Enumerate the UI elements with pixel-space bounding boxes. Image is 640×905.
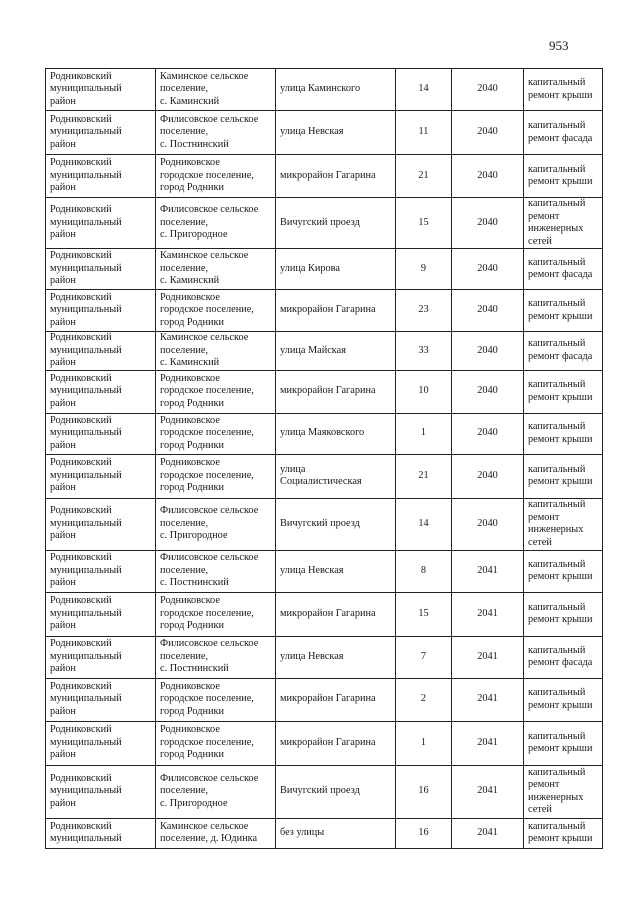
district-cell xyxy=(46,454,156,498)
district-line: район xyxy=(50,797,76,809)
work-type-cell xyxy=(524,370,603,413)
table-body xyxy=(46,69,603,849)
street-line: улица Невская xyxy=(280,650,344,662)
street-cell xyxy=(276,111,396,155)
district-line: муниципальный xyxy=(50,785,122,797)
work-type-line: капитальный xyxy=(528,256,586,268)
settlement-line: Родниковское xyxy=(160,372,220,384)
settlement-line: Филисовское сельское xyxy=(160,772,259,784)
district-line: Родниковский xyxy=(50,820,112,832)
district-cell xyxy=(46,592,156,636)
work-type-cell xyxy=(524,592,603,636)
district-cell xyxy=(46,678,156,721)
district-line: район xyxy=(50,577,76,589)
work-type-line: капитальный xyxy=(528,766,586,778)
street-line: микрорайон Гагарина xyxy=(280,736,376,748)
settlement-line: с. Постнинский xyxy=(160,663,229,675)
settlement-line: город Родники xyxy=(160,439,225,451)
street-line: микрорайон Гагарина xyxy=(280,693,376,705)
table-row xyxy=(46,332,603,371)
settlement-cell xyxy=(156,550,276,592)
work-type-line: инженерных xyxy=(528,223,584,234)
settlement-cell xyxy=(156,111,276,155)
work-type-cell xyxy=(524,290,603,332)
house-number-cell: 10 xyxy=(396,370,452,413)
district-line: Родниковский xyxy=(50,332,112,343)
district-line: муниципальный xyxy=(50,736,122,748)
work-type-line: капитальный xyxy=(528,820,586,832)
street-cell xyxy=(276,550,396,592)
district-line: муниципальный xyxy=(50,344,122,356)
table-row xyxy=(46,370,603,413)
district-line: район xyxy=(50,182,76,194)
district-line: муниципальный xyxy=(50,427,122,439)
settlement-line: городское поселение, xyxy=(160,385,254,397)
settlement-cell xyxy=(156,332,276,371)
district-line: район xyxy=(50,749,76,761)
settlement-line: с. Каминский xyxy=(160,357,220,368)
settlement-cell xyxy=(156,413,276,454)
work-type-line: сетей xyxy=(528,536,552,548)
settlement-line: Родниковское xyxy=(160,414,220,426)
district-line: район xyxy=(50,95,76,107)
house-number-cell: 21 xyxy=(396,155,452,198)
street-cell xyxy=(276,592,396,636)
work-type-line: капитальный xyxy=(528,298,586,309)
district-cell xyxy=(46,290,156,332)
settlement-cell xyxy=(156,498,276,550)
work-type-line: ремонт крыши xyxy=(528,614,593,625)
district-line: муниципальный xyxy=(50,385,122,397)
street-cell xyxy=(276,249,396,290)
settlement-cell xyxy=(156,198,276,249)
settlement-cell xyxy=(156,765,276,818)
settlement-cell xyxy=(156,818,276,848)
year-cell: 2041 xyxy=(452,721,524,765)
house-number-cell: 9 xyxy=(396,249,452,290)
settlement-line: город Родники xyxy=(160,397,225,409)
street-line: улица Невская xyxy=(280,126,344,138)
work-type-line: ремонт крыши xyxy=(528,391,593,403)
street-line: без улицы xyxy=(280,826,325,838)
work-type-line: ремонт xyxy=(528,210,560,222)
district-line: Родниковский xyxy=(50,157,112,169)
work-type-cell xyxy=(524,765,603,818)
work-type-cell xyxy=(524,413,603,454)
table-row xyxy=(46,290,603,332)
table-row xyxy=(46,69,603,111)
settlement-line: Каминское сельское xyxy=(160,332,249,343)
district-cell xyxy=(46,111,156,155)
street-line: Социалистическая xyxy=(280,476,362,487)
settlement-cell xyxy=(156,636,276,678)
year-cell: 2040 xyxy=(452,332,524,371)
work-type-line: ремонт крыши xyxy=(528,89,593,101)
settlement-line: город Родники xyxy=(160,705,225,717)
district-line: муниципальный xyxy=(50,650,122,662)
settlement-line: Родниковское xyxy=(160,595,220,607)
table-row xyxy=(46,721,603,765)
street-line: улица Майская xyxy=(280,344,346,356)
street-line: улица Невская xyxy=(280,564,344,576)
settlement-line: Родниковское xyxy=(160,724,220,736)
house-number-cell: 2 xyxy=(396,678,452,721)
work-type-line: сетей xyxy=(528,804,552,815)
work-type-line: капитальный xyxy=(528,379,586,390)
year-cell: 2041 xyxy=(452,636,524,678)
settlement-line: город Родники xyxy=(160,482,225,494)
street-line: микрорайон Гагарина xyxy=(280,385,376,397)
work-type-line: капитальный xyxy=(528,730,586,742)
settlement-line: с. Пригородное xyxy=(160,229,228,241)
settlement-cell xyxy=(156,721,276,765)
table-row xyxy=(46,636,603,678)
street-line: микрорайон Гагарина xyxy=(280,169,376,181)
settlement-line: с. Каминский xyxy=(160,95,220,107)
settlement-cell xyxy=(156,155,276,198)
settlement-line: поселение, д. Юдинка xyxy=(160,833,258,844)
work-type-line: ремонт фасада xyxy=(528,269,593,280)
street-cell xyxy=(276,498,396,550)
settlement-line: город Родники xyxy=(160,182,225,194)
street-cell xyxy=(276,290,396,332)
district-line: район xyxy=(50,439,76,451)
settlement-cell xyxy=(156,290,276,332)
table-row xyxy=(46,198,603,249)
district-cell xyxy=(46,69,156,111)
district-line: Родниковский xyxy=(50,552,112,564)
street-cell xyxy=(276,454,396,498)
settlement-cell xyxy=(156,249,276,290)
district-line: Родниковский xyxy=(50,595,112,607)
settlement-line: поселение, xyxy=(160,517,209,529)
year-cell: 2040 xyxy=(452,69,524,111)
work-type-line: капитальный xyxy=(528,198,586,209)
street-line: улица Маяковского xyxy=(280,427,365,439)
year-cell: 2040 xyxy=(452,498,524,550)
street-line: Вичугский проезд xyxy=(280,517,360,529)
house-number-cell: 7 xyxy=(396,636,452,678)
settlement-line: поселение, xyxy=(160,126,209,138)
settlement-line: Родниковское xyxy=(160,457,220,469)
district-cell xyxy=(46,818,156,848)
district-cell xyxy=(46,155,156,198)
work-type-line: капитальный xyxy=(528,421,586,432)
settlement-line: городское поселение, xyxy=(160,304,254,316)
district-line: район xyxy=(50,316,76,328)
work-type-cell xyxy=(524,550,603,592)
work-type-line: капитальный xyxy=(528,163,586,175)
work-type-cell xyxy=(524,332,603,371)
settlement-line: город Родники xyxy=(160,749,225,761)
street-cell xyxy=(276,69,396,111)
house-number-cell: 1 xyxy=(396,413,452,454)
settlement-line: поселение, xyxy=(160,216,209,228)
work-type-cell xyxy=(524,69,603,111)
settlement-line: городское поселение, xyxy=(160,469,254,481)
district-line: муниципальный xyxy=(50,607,122,619)
house-number-cell: 14 xyxy=(396,69,452,111)
street-line: микрорайон Гагарина xyxy=(280,304,376,316)
year-cell: 2040 xyxy=(452,155,524,198)
page-number: 953 xyxy=(549,38,569,53)
work-type-line: ремонт крыши xyxy=(528,571,593,582)
district-line: район xyxy=(50,705,76,717)
settlement-line: городское поселение, xyxy=(160,736,254,748)
district-cell xyxy=(46,249,156,290)
street-cell xyxy=(276,413,396,454)
work-type-line: инженерных xyxy=(528,524,584,535)
street-line: микрорайон Гагарина xyxy=(280,607,376,619)
settlement-line: с. Постнинский xyxy=(160,577,229,589)
district-line: Родниковский xyxy=(50,70,112,82)
district-line: Родниковский xyxy=(50,505,112,517)
work-type-cell xyxy=(524,678,603,721)
work-type-line: капитальный xyxy=(528,338,586,350)
house-number-cell: 15 xyxy=(396,592,452,636)
district-cell xyxy=(46,198,156,249)
district-line: Родниковский xyxy=(50,250,112,262)
house-number-cell: 16 xyxy=(396,765,452,818)
work-type-line: ремонт крыши xyxy=(528,833,593,844)
table-row xyxy=(46,454,603,498)
district-cell xyxy=(46,413,156,454)
work-type-line: ремонт фасада xyxy=(528,657,593,668)
year-cell: 2040 xyxy=(452,413,524,454)
street-cell xyxy=(276,198,396,249)
district-line: Родниковский xyxy=(50,372,112,384)
table-row xyxy=(46,111,603,155)
work-type-cell xyxy=(524,155,603,198)
work-type-line: ремонт xyxy=(528,779,560,790)
settlement-line: с. Пригородное xyxy=(160,530,228,542)
settlement-line: поселение, xyxy=(160,785,209,797)
table-row xyxy=(46,678,603,721)
settlement-cell xyxy=(156,69,276,111)
district-line: муниципальный xyxy=(50,469,122,481)
table-row xyxy=(46,550,603,592)
house-number-cell: 15 xyxy=(396,198,452,249)
table-row xyxy=(46,155,603,198)
district-line: район xyxy=(50,397,76,409)
work-type-line: ремонт крыши xyxy=(528,476,593,487)
work-type-cell xyxy=(524,198,603,249)
work-type-line: ремонт крыши xyxy=(528,699,593,711)
table-row xyxy=(46,765,603,818)
street-line: улица xyxy=(280,463,306,475)
street-line: улица Кирова xyxy=(280,262,340,274)
district-line: район xyxy=(50,482,76,494)
district-line: район xyxy=(50,229,76,241)
house-number-cell: 23 xyxy=(396,290,452,332)
house-number-cell: 1 xyxy=(396,721,452,765)
street-cell xyxy=(276,636,396,678)
work-type-cell xyxy=(524,249,603,290)
work-type-line: сетей xyxy=(528,235,552,247)
settlement-line: городское поселение, xyxy=(160,427,254,439)
district-line: муниципальный xyxy=(50,216,122,228)
house-number-cell: 16 xyxy=(396,818,452,848)
work-type-cell xyxy=(524,818,603,848)
work-type-cell xyxy=(524,636,603,678)
work-type-cell xyxy=(524,111,603,155)
district-line: муниципальный xyxy=(50,262,122,274)
work-type-cell xyxy=(524,498,603,550)
work-type-cell xyxy=(524,721,603,765)
district-cell xyxy=(46,765,156,818)
district-line: Родниковский xyxy=(50,638,112,650)
district-line: муниципальный xyxy=(50,517,122,529)
street-cell xyxy=(276,721,396,765)
settlement-line: Родниковское xyxy=(160,157,220,169)
work-type-line: ремонт фасада xyxy=(528,350,593,362)
settlement-line: Каминское сельское xyxy=(160,820,249,832)
work-type-line: капитальный xyxy=(528,77,586,88)
street-cell xyxy=(276,765,396,818)
district-line: Родниковский xyxy=(50,680,112,692)
district-line: район xyxy=(50,663,76,675)
district-line: Родниковский xyxy=(50,457,112,469)
year-cell: 2040 xyxy=(452,249,524,290)
year-cell: 2040 xyxy=(452,454,524,498)
street-line: Вичугский проезд xyxy=(280,785,360,797)
street-cell xyxy=(276,818,396,848)
district-line: район xyxy=(50,138,76,150)
work-type-line: капитальный xyxy=(528,601,586,613)
table-row xyxy=(46,592,603,636)
work-type-line: капитальный xyxy=(528,499,586,510)
district-line: муниципальный xyxy=(50,304,122,316)
work-type-line: ремонт крыши xyxy=(528,176,593,187)
settlement-line: Родниковское xyxy=(160,291,220,303)
settlement-line: Филисовское сельское xyxy=(160,638,259,650)
district-line: муниципальный xyxy=(50,693,122,705)
settlement-cell xyxy=(156,370,276,413)
table-row xyxy=(46,249,603,290)
settlement-line: городское поселение, xyxy=(160,693,254,705)
work-type-line: капитальный xyxy=(528,120,586,131)
district-cell xyxy=(46,721,156,765)
year-cell: 2041 xyxy=(452,550,524,592)
district-line: муниципальный xyxy=(50,126,122,138)
work-type-line: инженерных xyxy=(528,791,584,803)
settlement-line: поселение, xyxy=(160,83,209,95)
district-cell xyxy=(46,370,156,413)
district-cell xyxy=(46,550,156,592)
district-line: Родниковский xyxy=(50,204,112,216)
district-line: район xyxy=(50,530,76,542)
district-line: Родниковский xyxy=(50,772,112,784)
settlement-line: поселение, xyxy=(160,262,209,274)
settlement-line: Каминское сельское xyxy=(160,250,249,262)
table-row xyxy=(46,818,603,848)
work-type-line: ремонт фасада xyxy=(528,132,593,144)
district-line: район xyxy=(50,275,76,287)
settlement-line: городское поселение, xyxy=(160,169,254,181)
district-line: муниципальный xyxy=(50,83,122,95)
year-cell: 2041 xyxy=(452,678,524,721)
settlement-line: с. Пригородное xyxy=(160,797,228,809)
year-cell: 2040 xyxy=(452,198,524,249)
year-cell: 2041 xyxy=(452,592,524,636)
house-number-cell: 33 xyxy=(396,332,452,371)
street-cell xyxy=(276,332,396,371)
street-line: Вичугский проезд xyxy=(280,216,360,228)
district-line: Родниковский xyxy=(50,113,112,125)
district-line: муниципальный xyxy=(50,564,122,576)
table-row xyxy=(46,413,603,454)
district-cell xyxy=(46,636,156,678)
year-cell: 2040 xyxy=(452,111,524,155)
settlement-cell xyxy=(156,592,276,636)
district-line: муниципальный xyxy=(50,169,122,181)
year-cell: 2040 xyxy=(452,370,524,413)
year-cell: 2040 xyxy=(452,290,524,332)
street-cell xyxy=(276,370,396,413)
settlement-line: с. Постнинский xyxy=(160,138,229,150)
settlement-line: поселение, xyxy=(160,564,209,576)
settlement-line: поселение, xyxy=(160,344,209,356)
district-cell xyxy=(46,332,156,371)
settlement-line: с. Каминский xyxy=(160,275,220,287)
district-line: Родниковский xyxy=(50,724,112,736)
work-type-line: ремонт крыши xyxy=(528,310,593,322)
district-line: район xyxy=(50,620,76,632)
house-number-cell: 8 xyxy=(396,550,452,592)
street-line: улица Каминского xyxy=(280,83,361,95)
work-type-line: капитальный xyxy=(528,644,586,656)
district-line: муниципальный xyxy=(50,833,122,844)
settlement-line: Филисовское сельское xyxy=(160,552,259,564)
district-line: район xyxy=(50,357,76,368)
settlement-line: Филисовское сельское xyxy=(160,113,259,125)
street-cell xyxy=(276,155,396,198)
work-type-line: капитальный xyxy=(528,558,586,570)
repair-schedule-table xyxy=(45,68,603,849)
house-number-cell: 14 xyxy=(396,498,452,550)
house-number-cell: 21 xyxy=(396,454,452,498)
work-type-line: ремонт крыши xyxy=(528,743,593,754)
settlement-line: Филисовское сельское xyxy=(160,204,259,216)
table-row xyxy=(46,498,603,550)
settlement-line: Каминское сельское xyxy=(160,70,249,82)
year-cell: 2041 xyxy=(452,818,524,848)
settlement-line: городское поселение, xyxy=(160,607,254,619)
settlement-line: Родниковское xyxy=(160,680,220,692)
district-line: Родниковский xyxy=(50,414,112,426)
settlement-cell xyxy=(156,454,276,498)
settlement-line: город Родники xyxy=(160,316,225,328)
district-cell xyxy=(46,498,156,550)
work-type-cell xyxy=(524,454,603,498)
settlement-line: город Родники xyxy=(160,620,225,632)
house-number-cell: 11 xyxy=(396,111,452,155)
work-type-line: ремонт xyxy=(528,511,560,523)
year-cell: 2041 xyxy=(452,765,524,818)
settlement-line: Филисовское сельское xyxy=(160,505,259,517)
settlement-cell xyxy=(156,678,276,721)
work-type-line: капитальный xyxy=(528,687,586,698)
work-type-line: капитальный xyxy=(528,463,586,475)
street-cell xyxy=(276,678,396,721)
work-type-line: ремонт крыши xyxy=(528,433,593,445)
settlement-line: поселение, xyxy=(160,650,209,662)
district-line: Родниковский xyxy=(50,291,112,303)
